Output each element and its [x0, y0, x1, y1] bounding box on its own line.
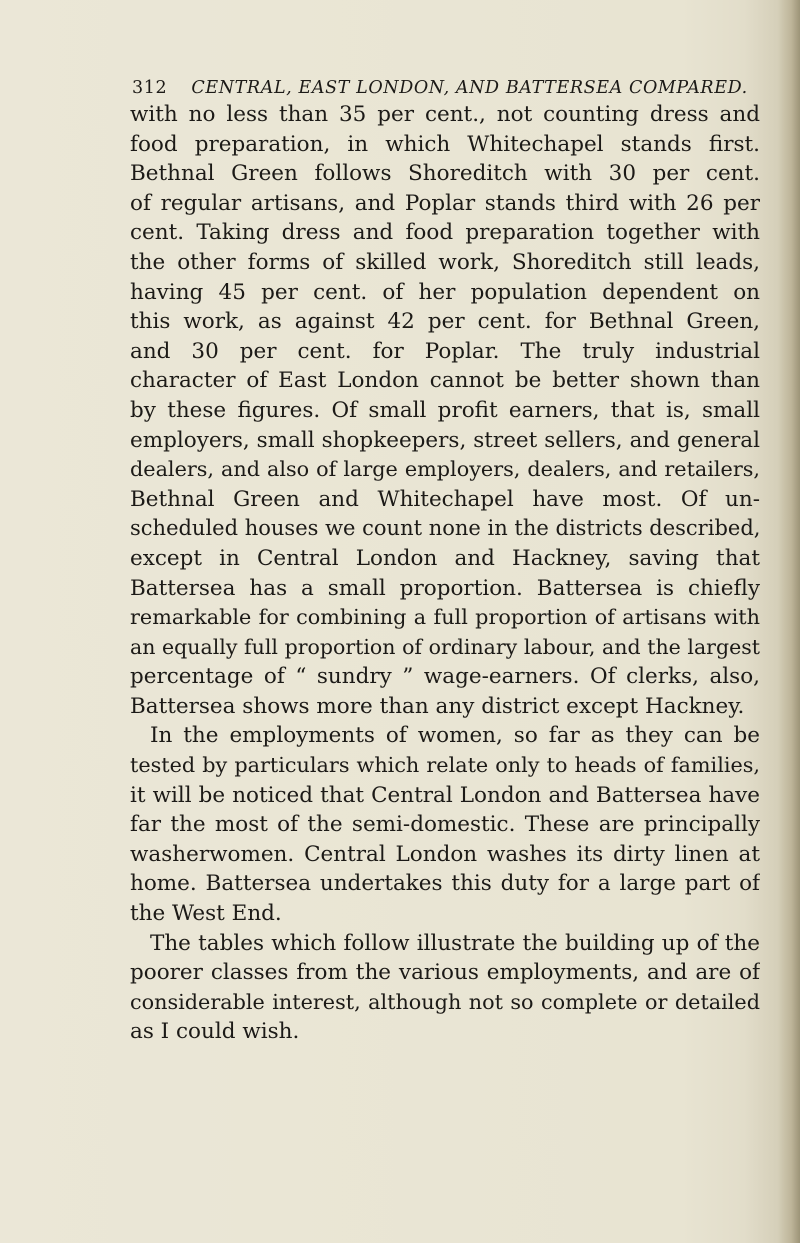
- text-line: considerable interest, although not so complete or detailed: [130, 989, 760, 1014]
- text-line: as I could wish.: [130, 1019, 300, 1045]
- text-line: percentage of “ sundry ” wage-earners. Of clerks, also,: [130, 664, 760, 690]
- text-line: Battersea has a small proportion. Battersea is chiefly: [130, 575, 760, 601]
- text-line: with no less than 35 per cent., not counting dress and: [130, 102, 760, 127]
- text-line: tested by particulars which relate only to heads of families,: [130, 753, 760, 778]
- text-line: employers, small shopkeepers, street sellers, and general: [130, 427, 760, 453]
- paragraph-first-line: In the employments of women, so far as they can be: [150, 723, 760, 749]
- text-line: scheduled houses we count none in the districts described,: [130, 516, 760, 541]
- text-line: food preparation, in which Whitechapel stands first.: [130, 131, 760, 157]
- running-title: CENTRAL, EAST LONDON, AND BATTERSEA COMPARED.: [191, 78, 748, 98]
- text-line: an equally full proportion of ordinary labour, and the largest: [130, 634, 760, 659]
- text-line: and 30 per cent. for Poplar. The truly industrial: [130, 338, 760, 364]
- text-line: home. Battersea undertakes this duty for a large part of: [130, 871, 760, 897]
- text-line: Bethnal Green follows Shoreditch with 30 per cent.: [130, 161, 760, 187]
- text-line: dealers, and also of large employers, dealers, and retailers,: [130, 457, 760, 482]
- text-line: having 45 per cent. of her population dependent on: [130, 279, 760, 305]
- text-line: the other forms of skilled work, Shoreditch still leads,: [130, 249, 760, 275]
- running-header: [132, 78, 748, 98]
- text-line: of regular artisans, and Poplar stands third with 26 per: [130, 190, 760, 216]
- body-text: [130, 100, 760, 1047]
- text-line: Bethnal Green and Whitechapel have most. Of un-: [130, 486, 760, 512]
- text-line: cent. Taking dress and food preparation together with: [130, 220, 760, 246]
- text-line: poorer classes from the various employments, and are of: [130, 960, 760, 986]
- text-line: the West End.: [130, 901, 282, 927]
- page-number: 312: [132, 78, 168, 98]
- text-line: remarkable for combining a full proportion of artisans with: [130, 605, 760, 630]
- text-line: except in Central London and Hackney, saving that: [130, 545, 760, 571]
- text-line: washerwomen. Central London washes its dirty linen at: [130, 841, 760, 867]
- text-line: this work, as against 42 per cent. for Bethnal Green,: [130, 309, 760, 335]
- text-line: it will be noticed that Central London and Battersea have: [130, 782, 760, 808]
- paragraph-first-line: The tables which follow illustrate the building up of the: [150, 930, 760, 956]
- text-line: by these figures. Of small profit earners, that is, small: [130, 397, 760, 423]
- page-edge-shadow: [778, 0, 800, 1243]
- text-line: far the most of the semi-domestic. These are principally: [130, 812, 760, 838]
- text-line: Battersea shows more than any district except Hackney.: [130, 693, 745, 719]
- text-line: character of East London cannot be better shown than: [130, 368, 760, 394]
